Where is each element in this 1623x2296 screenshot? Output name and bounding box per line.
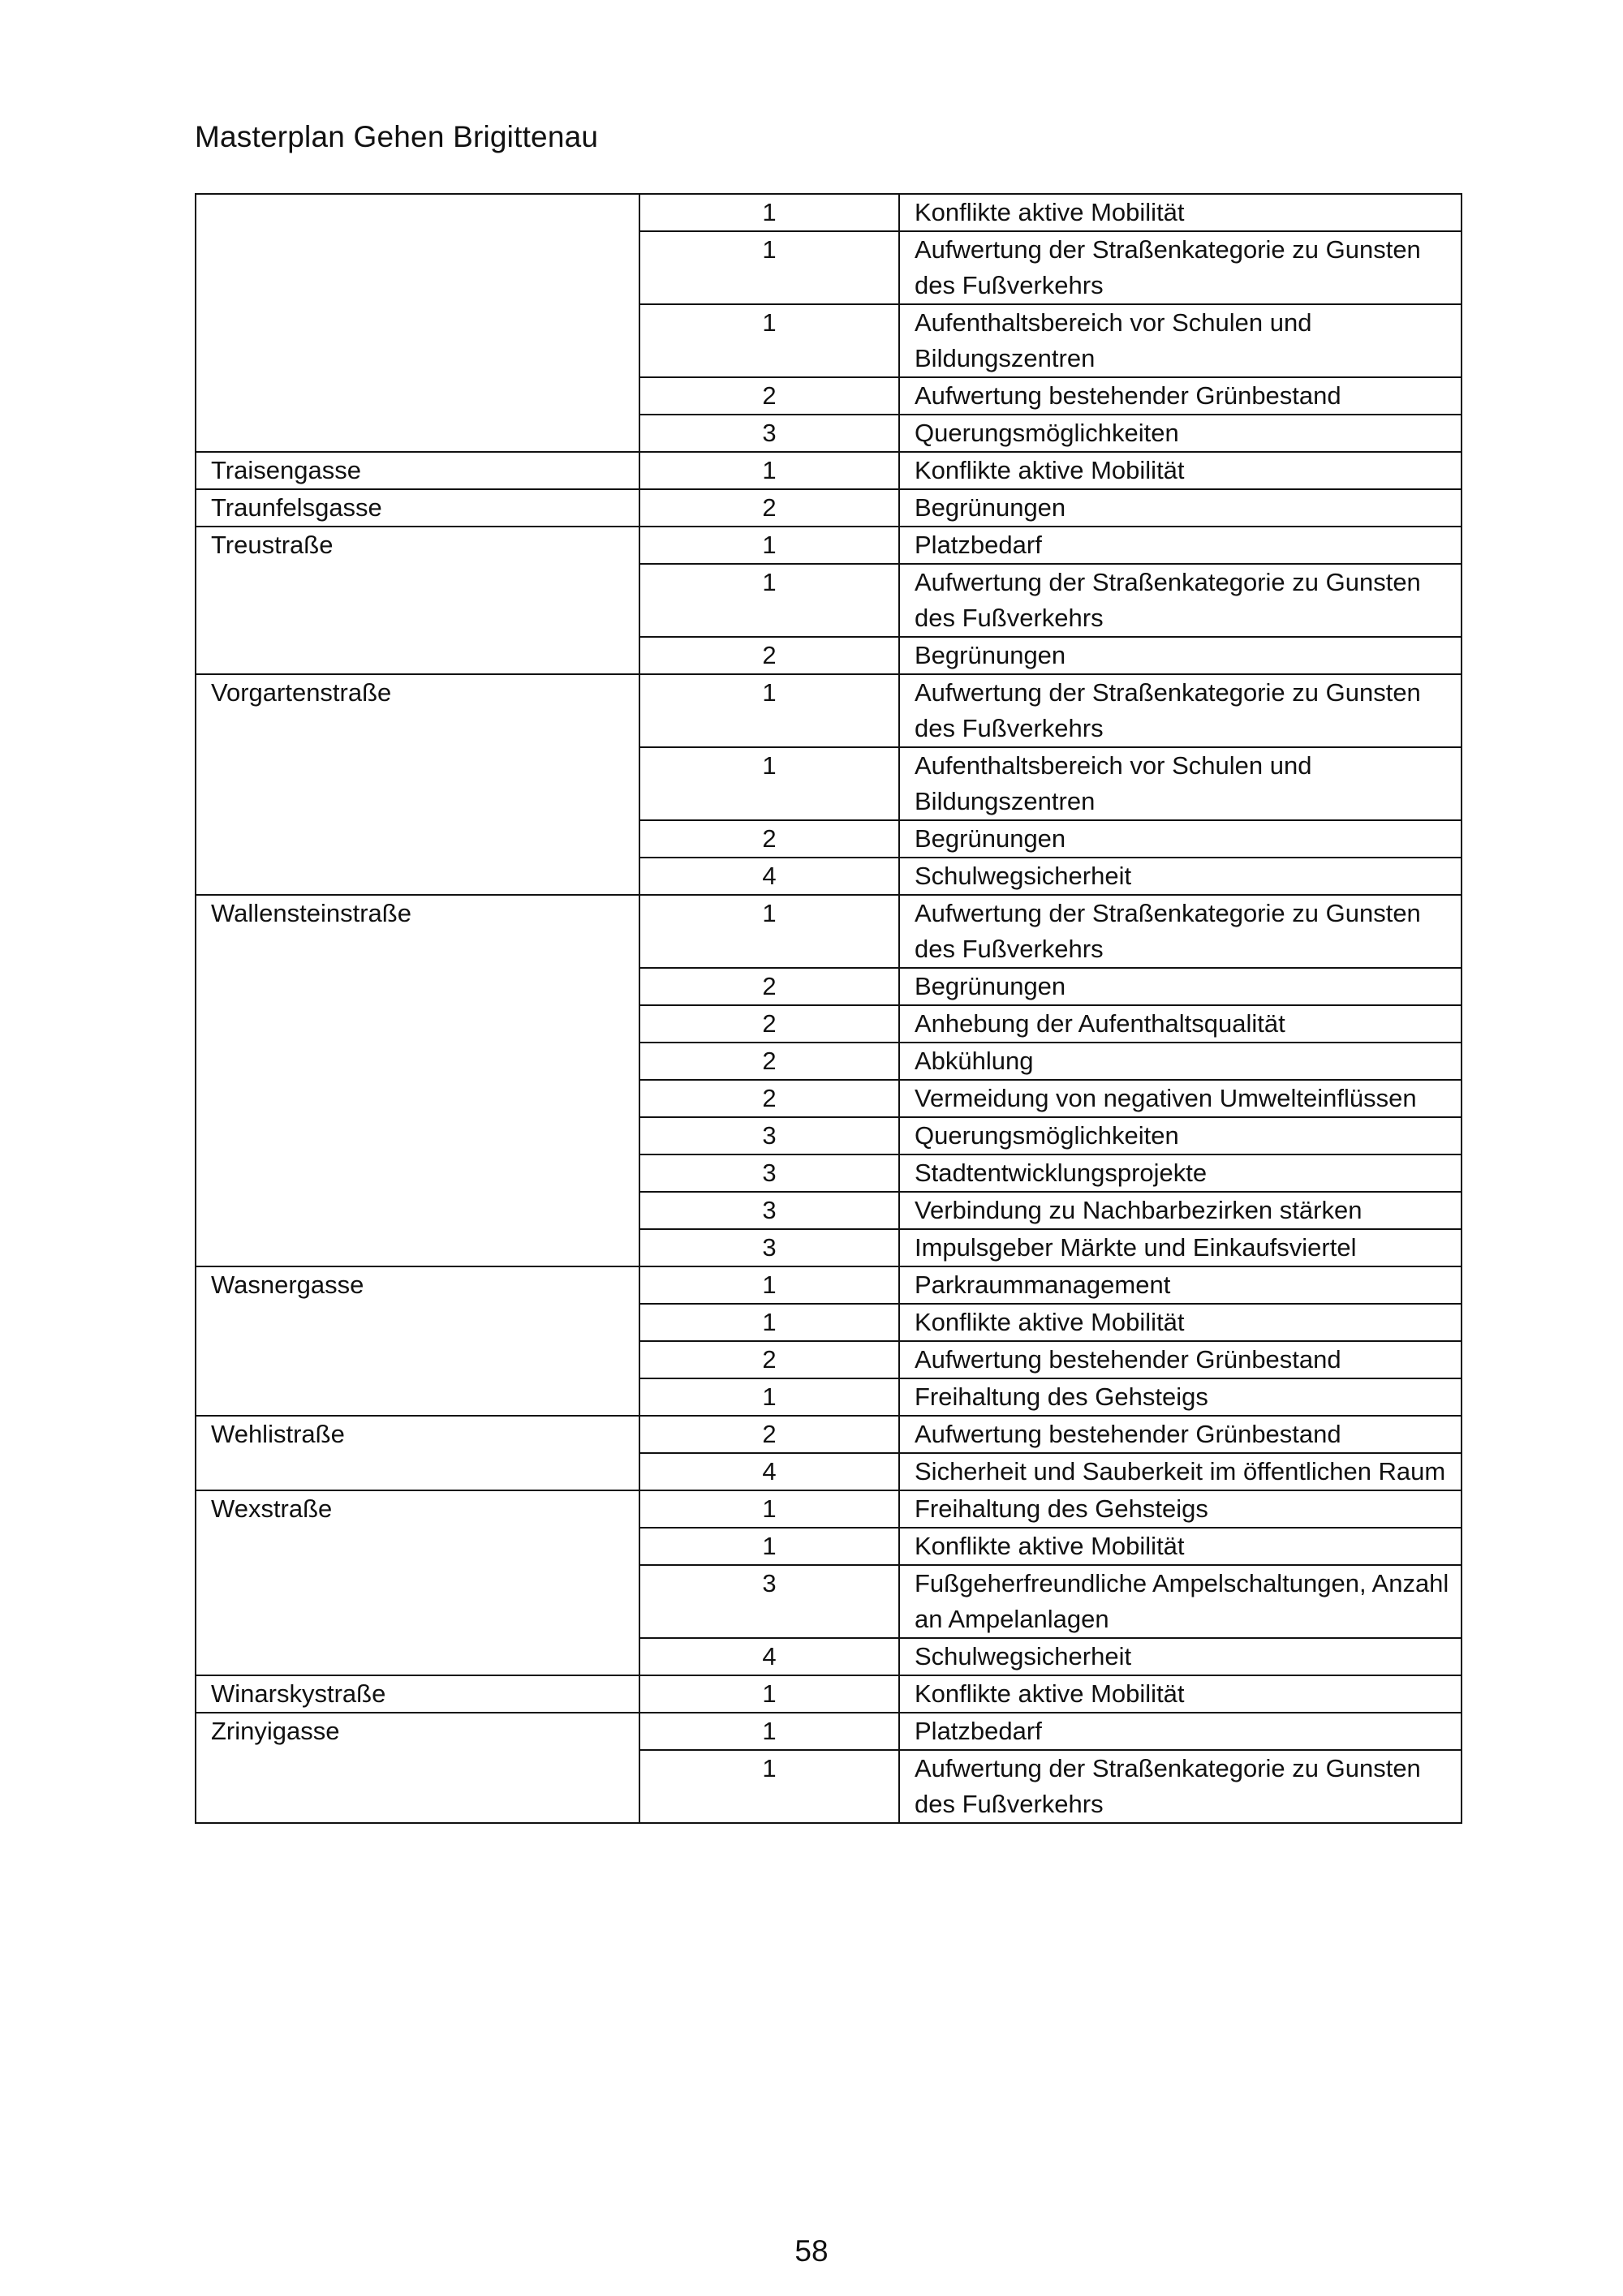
table-row: [196, 1713, 1462, 1750]
priority-cell: 2: [639, 1416, 899, 1453]
topic-cell: Konflikte aktive Mobilität: [899, 1528, 1462, 1565]
priority-cell: 2: [639, 1043, 899, 1080]
priority-cell: 3: [639, 1192, 899, 1229]
priority-cell: 2: [639, 968, 899, 1005]
topic-cell: Aufwertung bestehender Grünbestand: [899, 1416, 1462, 1453]
topic-cell: Fußgeherfreundliche Ampelschaltungen, Anzahl an Ampelanlagen: [899, 1565, 1462, 1638]
topic-cell: Aufwertung der Straßenkategorie zu Gunsten des Fußverkehrs: [899, 564, 1462, 637]
topic-cell: Konflikte aktive Mobilität: [899, 452, 1462, 489]
priority-cell: 1: [639, 1713, 899, 1750]
table-row: [196, 194, 1462, 231]
topic-cell: Begrünungen: [899, 489, 1462, 527]
street-name-cell: Winarskystraße: [196, 1675, 639, 1713]
topic-cell: Schulwegsicherheit: [899, 858, 1462, 895]
topic-cell: Aufwertung der Straßenkategorie zu Gunsten des Fußverkehrs: [899, 895, 1462, 968]
topic-cell: Begrünungen: [899, 968, 1462, 1005]
table-row: [196, 527, 1462, 564]
topic-cell: Aufwertung der Straßenkategorie zu Gunsten des Fußverkehrs: [899, 674, 1462, 747]
street-name-cell: Traisengasse: [196, 452, 639, 489]
table-body: [196, 194, 1462, 1823]
table-row: [196, 1490, 1462, 1528]
table-row: [196, 489, 1462, 527]
priority-cell: 2: [639, 1005, 899, 1043]
topic-cell: Stadtentwicklungsprojekte: [899, 1154, 1462, 1192]
topic-cell: Sicherheit und Sauberkeit im öffentlichen Raum: [899, 1453, 1462, 1490]
priority-cell: 2: [639, 1080, 899, 1117]
table-row: [196, 1266, 1462, 1304]
street-name-cell: [196, 194, 639, 452]
topic-cell: Querungsmöglichkeiten: [899, 415, 1462, 452]
table-row: [196, 452, 1462, 489]
priority-cell: 2: [639, 637, 899, 674]
topic-cell: Aufwertung der Straßenkategorie zu Gunsten des Fußverkehrs: [899, 231, 1462, 304]
street-name-cell: Vorgartenstraße: [196, 674, 639, 895]
street-name-cell: Treustraße: [196, 527, 639, 674]
topic-cell: Verbindung zu Nachbarbezirken stärken: [899, 1192, 1462, 1229]
topic-cell: Querungsmöglichkeiten: [899, 1117, 1462, 1154]
priority-cell: 1: [639, 1750, 899, 1823]
topic-cell: Konflikte aktive Mobilität: [899, 194, 1462, 231]
street-name-cell: Wehlistraße: [196, 1416, 639, 1490]
topic-cell: Aufenthaltsbereich vor Schulen und Bildungszentren: [899, 747, 1462, 820]
priority-cell: 1: [639, 527, 899, 564]
topic-cell: Aufwertung bestehender Grünbestand: [899, 377, 1462, 415]
priority-cell: 3: [639, 1565, 899, 1638]
topic-cell: Begrünungen: [899, 637, 1462, 674]
priority-cell: 1: [639, 674, 899, 747]
street-name-cell: Traunfelsgasse: [196, 489, 639, 527]
priority-cell: 4: [639, 1453, 899, 1490]
priority-cell: 3: [639, 415, 899, 452]
table-row: [196, 674, 1462, 747]
topic-cell: Freihaltung des Gehsteigs: [899, 1490, 1462, 1528]
topic-cell: Konflikte aktive Mobilität: [899, 1675, 1462, 1713]
priority-cell: 1: [639, 304, 899, 377]
priority-cell: 1: [639, 1266, 899, 1304]
street-priority-table: [195, 193, 1462, 1824]
priority-cell: 1: [639, 452, 899, 489]
street-name-cell: Zrinyigasse: [196, 1713, 639, 1823]
topic-cell: Anhebung der Aufenthaltsqualität: [899, 1005, 1462, 1043]
topic-cell: Impulsgeber Märkte und Einkaufsviertel: [899, 1229, 1462, 1266]
priority-cell: 3: [639, 1117, 899, 1154]
priority-cell: 2: [639, 377, 899, 415]
topic-cell: Platzbedarf: [899, 527, 1462, 564]
priority-cell: 2: [639, 489, 899, 527]
topic-cell: Aufwertung bestehender Grünbestand: [899, 1341, 1462, 1378]
topic-cell: Aufenthaltsbereich vor Schulen und Bildungszentren: [899, 304, 1462, 377]
priority-cell: 1: [639, 1490, 899, 1528]
priority-cell: 3: [639, 1154, 899, 1192]
priority-cell: 1: [639, 1304, 899, 1341]
topic-cell: Freihaltung des Gehsteigs: [899, 1378, 1462, 1416]
topic-cell: Vermeidung von negativen Umwelteinflüssen: [899, 1080, 1462, 1117]
topic-cell: Schulwegsicherheit: [899, 1638, 1462, 1675]
priority-cell: 4: [639, 1638, 899, 1675]
table-row: [196, 895, 1462, 968]
topic-cell: Konflikte aktive Mobilität: [899, 1304, 1462, 1341]
priority-cell: 3: [639, 1229, 899, 1266]
page-number: 58: [794, 2234, 829, 2268]
topic-cell: Parkraummanagement: [899, 1266, 1462, 1304]
topic-cell: Begrünungen: [899, 820, 1462, 858]
priority-cell: 1: [639, 1675, 899, 1713]
priority-cell: 1: [639, 194, 899, 231]
priority-cell: 1: [639, 564, 899, 637]
street-name-cell: Wexstraße: [196, 1490, 639, 1675]
priority-cell: 1: [639, 231, 899, 304]
priority-cell: 2: [639, 820, 899, 858]
priority-cell: 1: [639, 747, 899, 820]
priority-cell: 4: [639, 858, 899, 895]
priority-cell: 1: [639, 1378, 899, 1416]
table-row: [196, 1416, 1462, 1453]
topic-cell: Aufwertung der Straßenkategorie zu Gunsten des Fußverkehrs: [899, 1750, 1462, 1823]
page-header-title: Masterplan Gehen Brigittenau: [195, 120, 599, 153]
priority-cell: 1: [639, 1528, 899, 1565]
priority-cell: 2: [639, 1341, 899, 1378]
table-row: [196, 1675, 1462, 1713]
topic-cell: Platzbedarf: [899, 1713, 1462, 1750]
street-name-cell: Wasnergasse: [196, 1266, 639, 1416]
street-name-cell: Wallensteinstraße: [196, 895, 639, 1266]
topic-cell: Abkühlung: [899, 1043, 1462, 1080]
priority-cell: 1: [639, 895, 899, 968]
